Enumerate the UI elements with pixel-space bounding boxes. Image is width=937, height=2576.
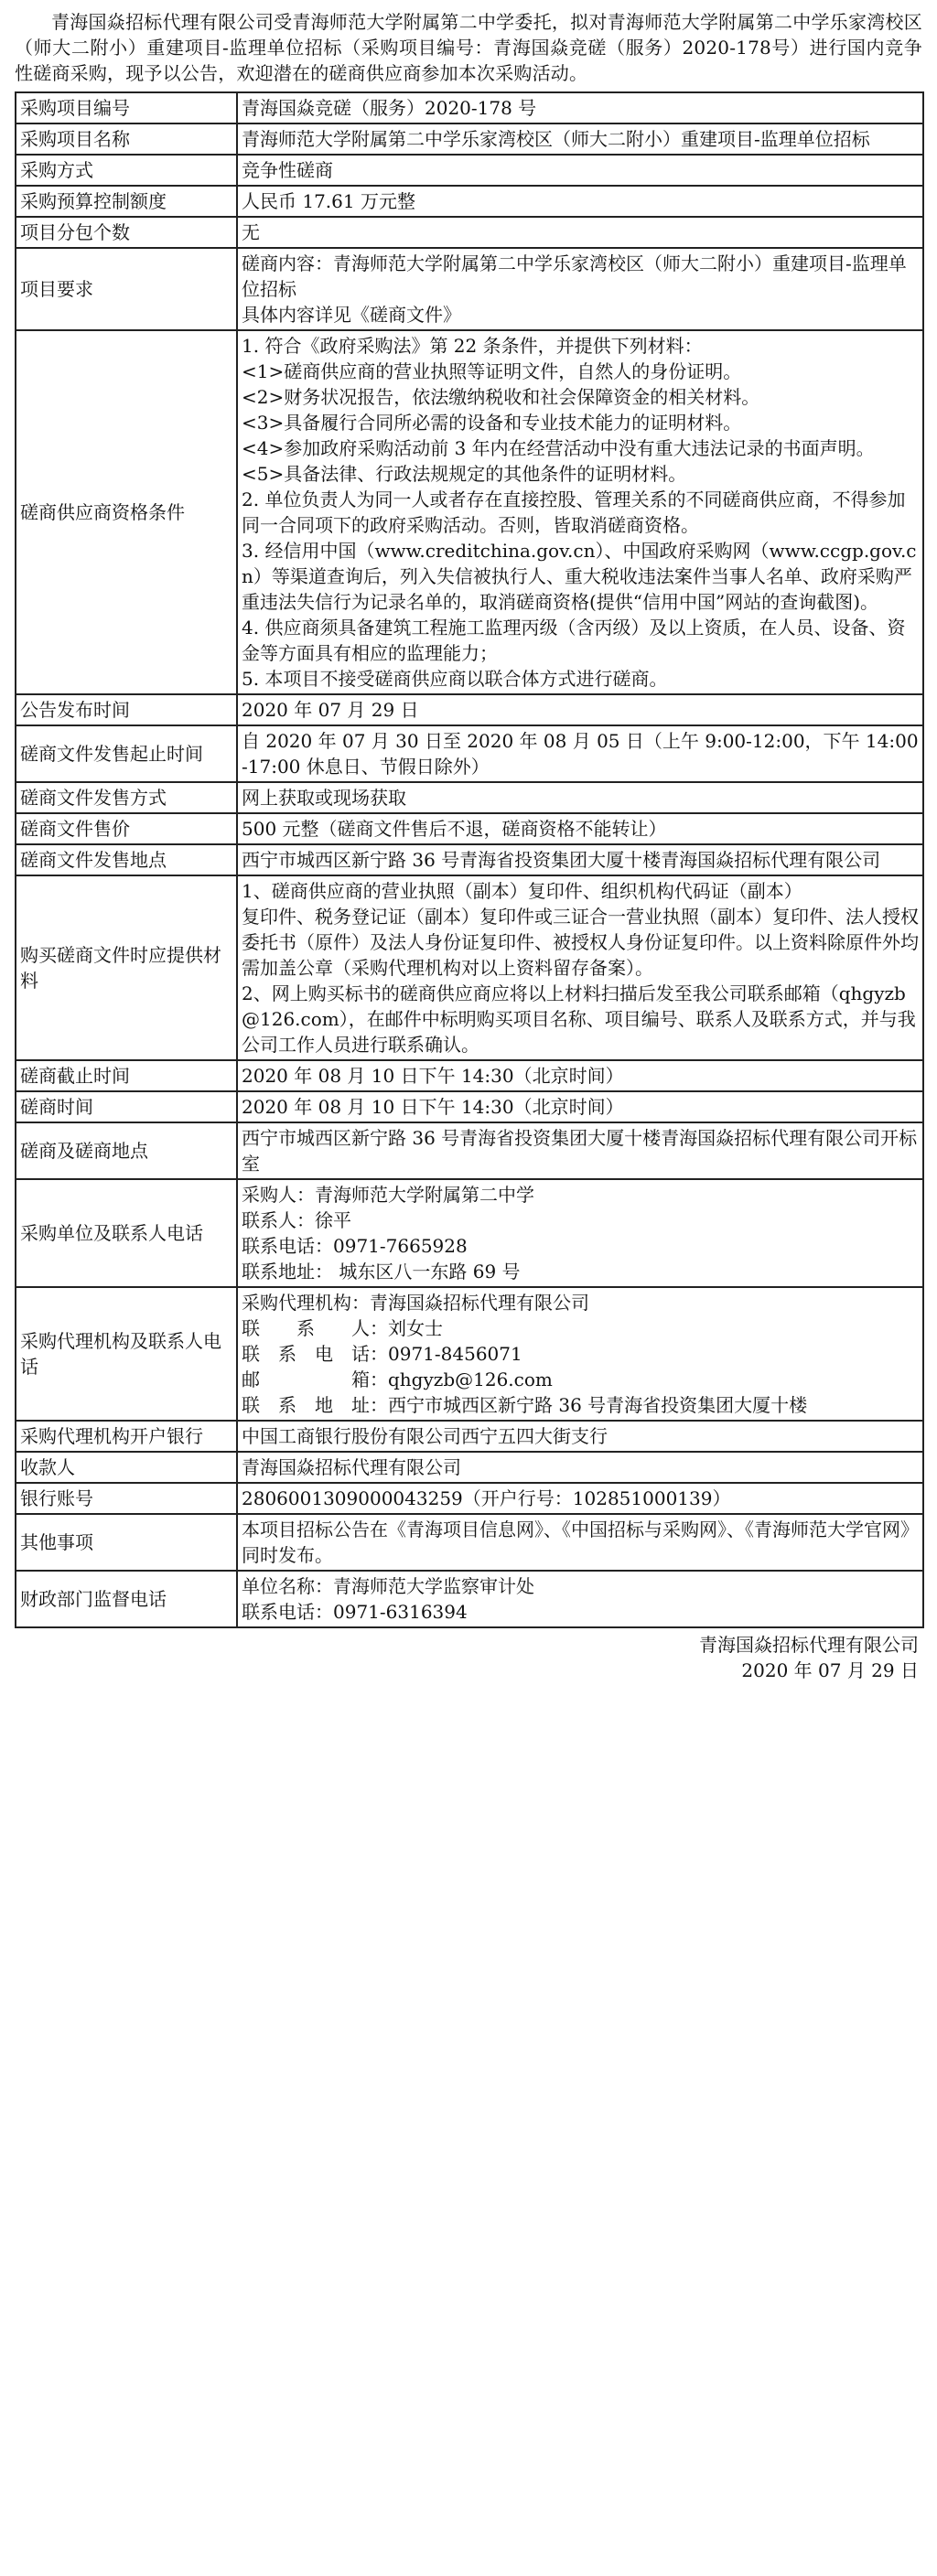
- table-row: [16, 1514, 923, 1571]
- row-value-line: <4>参加政府采购活动前 3 年内在经营活动中没有重大违法记录的书面声明。: [242, 437, 875, 459]
- table-row: [16, 1287, 923, 1421]
- row-value-line: 1. 符合《政府采购法》第 22 条条件，并提供下列材料：: [242, 335, 703, 357]
- row-label: 磋商文件发售地点: [16, 844, 237, 875]
- row-value-line: 500 元整（磋商文件售后不退，磋商资格不能转让）: [242, 818, 667, 840]
- row-label: 其他事项: [16, 1514, 237, 1571]
- row-value-line: 磋商内容：青海师范大学附属第二中学乐家湾校区（师大二附小）重建项目-监理单位招标: [242, 252, 907, 300]
- row-value-line: 复印件、税务登记证（副本）复印件或三证合一营业执照（副本）复印件、法人授权委托书（原件）及法人身份证复印件、被授权人身份证复印件。以上资料除原件外均需加盖公章（采购代理机构对以上资料留存备案）。: [242, 906, 919, 979]
- row-value-line: 西宁市城西区新宁路 36 号青海省投资集团大厦十楼青海国焱招标代理有限公司开标室: [242, 1127, 918, 1175]
- row-value: [237, 217, 923, 248]
- row-label: 收款人: [16, 1452, 237, 1483]
- table-row: [16, 1483, 923, 1514]
- row-value-line: 青海国焱招标代理有限公司: [242, 1456, 461, 1478]
- row-value: [237, 330, 923, 694]
- row-value-line: 2020 年 07 月 29 日: [242, 699, 419, 721]
- row-value-line: 联系电话：0971-6316394: [242, 1601, 468, 1623]
- footer-company: 青海国焱招标代理有限公司: [699, 1634, 919, 1656]
- row-label: 磋商文件发售方式: [16, 782, 237, 813]
- row-value-line: <5>具备法律、行政法规规定的其他条件的证明材料。: [242, 463, 687, 485]
- row-value-line: 联 系 电 话：0971-8456071: [242, 1343, 522, 1365]
- row-value-line: <1>磋商供应商的营业执照等证明文件，自然人的身份证明。: [242, 360, 742, 382]
- row-value: [237, 1122, 923, 1179]
- table-row: [16, 1091, 923, 1122]
- row-value-line: 联系电话：0971-7665928: [242, 1235, 468, 1257]
- row-label: 磋商截止时间: [16, 1060, 237, 1091]
- row-label: 磋商供应商资格条件: [16, 330, 237, 694]
- row-value-line: 网上获取或现场获取: [242, 787, 406, 809]
- row-value-line: 2020 年 08 月 10 日下午 14:30（北京时间）: [242, 1065, 624, 1087]
- row-value-line: 1、磋商供应商的营业执照（副本）复印件、组织机构代码证（副本）: [242, 880, 802, 902]
- row-value-line: 西宁市城西区新宁路 36 号青海省投资集团大厦十楼青海国焱招标代理有限公司: [242, 849, 881, 871]
- row-value: [237, 186, 923, 217]
- row-value-line: 5. 本项目不接受磋商供应商以联合体方式进行磋商。: [242, 668, 668, 690]
- table-row: [16, 248, 923, 330]
- table-row: [16, 330, 923, 694]
- row-value: [237, 248, 923, 330]
- row-label: 磋商及磋商地点: [16, 1122, 237, 1179]
- row-value-line: 2. 单位负责人为同一人或者存在直接控股、管理关系的不同磋商供应商，不得参加同一合同项下的政府采购活动。否则，皆取消磋商资格。: [242, 488, 906, 536]
- row-value-line: 联系地址： 城东区八一东路 69 号: [242, 1261, 521, 1283]
- row-label: 磋商文件售价: [16, 813, 237, 844]
- row-label: 磋商时间: [16, 1091, 237, 1122]
- intro-paragraph: 青海国焱招标代理有限公司受青海师范大学附属第二中学委托，拟对青海师范大学附属第二中学乐家湾校区（师大二附小）重建项目-监理单位招标（采购项目编号：青海国焱竞磋（服务）2020-178号）进行国内竞争性磋商采购，现予以公告，欢迎潜在的磋商供应商参加本次采购活动。: [15, 11, 922, 84]
- row-value-line: 4. 供应商须具备建筑工程施工监理丙级（含丙级）及以上资质，在人员、设备、资金等方面具有相应的监理能力；: [242, 617, 906, 664]
- table-row: [16, 1122, 923, 1179]
- row-value-line: 联 系 人：刘女士: [242, 1317, 443, 1339]
- row-value-line: 采购代理机构：青海国焱招标代理有限公司: [242, 1292, 589, 1314]
- row-value-line: 2806001309000043259（开户行号：102851000139）: [242, 1487, 731, 1509]
- row-value-line: 联 系 地 址：西宁市城西区新宁路 36 号青海省投资集团大厦十楼: [242, 1394, 808, 1416]
- row-value: [237, 1514, 923, 1571]
- table-row: [16, 186, 923, 217]
- row-value-line: 联系人：徐平: [242, 1209, 351, 1231]
- row-label: 采购代理机构及联系人电话: [16, 1287, 237, 1421]
- row-value: [237, 1452, 923, 1483]
- row-value-line: 人民币 17.61 万元整: [242, 190, 415, 212]
- row-label: 磋商文件发售起止时间: [16, 725, 237, 782]
- row-value: [237, 1179, 923, 1287]
- row-value-line: <3>具备履行合同所必需的设备和专业技术能力的证明材料。: [242, 412, 742, 434]
- row-label: 采购代理机构开户银行: [16, 1421, 237, 1452]
- row-label: 项目分包个数: [16, 217, 237, 248]
- table-row: [16, 123, 923, 155]
- row-label: 财政部门监督电话: [16, 1571, 237, 1627]
- row-value: [237, 875, 923, 1060]
- row-label: 采购预算控制额度: [16, 186, 237, 217]
- row-value: [237, 155, 923, 186]
- table-row: [16, 217, 923, 248]
- table-row: [16, 1060, 923, 1091]
- row-value-line: 采购人：青海师范大学附属第二中学: [242, 1184, 534, 1206]
- table-row: [16, 1571, 923, 1627]
- table-row: [16, 1452, 923, 1483]
- row-label: 采购项目名称: [16, 123, 237, 155]
- row-value-line: 单位名称：青海师范大学监察审计处: [242, 1575, 534, 1597]
- table-row: [16, 155, 923, 186]
- row-label: 购买磋商文件时应提供材料: [16, 875, 237, 1060]
- row-value-line: 青海师范大学附属第二中学乐家湾校区（师大二附小）重建项目-监理单位招标: [242, 128, 870, 150]
- row-value-line: 中国工商银行股份有限公司西宁五四大街支行: [242, 1425, 608, 1447]
- notice-table: [15, 91, 924, 1628]
- row-value-line: 竞争性磋商: [242, 159, 333, 181]
- table-row: [16, 1421, 923, 1452]
- table-row: [16, 1179, 923, 1287]
- row-value-line: 具体内容详见《磋商文件》: [242, 304, 461, 326]
- row-value: [237, 1060, 923, 1091]
- footer-date: 2020 年 07 月 29 日: [741, 1659, 919, 1681]
- row-value-line: 2020 年 08 月 10 日下午 14:30（北京时间）: [242, 1096, 624, 1118]
- row-value-line: 自 2020 年 07 月 30 日至 2020 年 08 月 05 日（上午 9:00-12:00，下午 14:00-17:00 休息日、节假日除外）: [242, 730, 919, 778]
- table-row: [16, 844, 923, 875]
- row-value-line: <2>财务状况报告，依法缴纳税收和社会保障资金的相关材料。: [242, 386, 760, 408]
- row-value: [237, 123, 923, 155]
- row-value: [237, 844, 923, 875]
- row-value-line: 无: [242, 221, 260, 243]
- row-value: [237, 1287, 923, 1421]
- row-value-line: 3. 经信用中国（www.creditchina.gov.cn）、中国政府采购网（www.ccgp.gov.cn）等渠道查询后，列入失信被执行人、重大税收违法案件当事人名单、政府采购严重违法失信行为记录名单的，取消磋商资格(提供“信用中国”网站的查询截图)。: [242, 540, 917, 613]
- table-row: [16, 725, 923, 782]
- row-label: 采购方式: [16, 155, 237, 186]
- row-label: 项目要求: [16, 248, 237, 330]
- notice-table-body: [16, 92, 923, 1627]
- row-value: [237, 1091, 923, 1122]
- table-row: [16, 782, 923, 813]
- table-row: [16, 694, 923, 725]
- row-value: [237, 694, 923, 725]
- footer: [15, 1632, 922, 1683]
- row-value-line: 本项目招标公告在《青海项目信息网》、《中国招标与采购网》、《青海师范大学官网》同时发布。: [242, 1519, 919, 1566]
- row-label: 公告发布时间: [16, 694, 237, 725]
- row-value: [237, 1421, 923, 1452]
- row-value-line: 青海国焱竞磋（服务）2020-178 号: [242, 97, 537, 119]
- row-label: 采购项目编号: [16, 92, 237, 123]
- table-row: [16, 813, 923, 844]
- table-row: [16, 92, 923, 123]
- row-value: [237, 725, 923, 782]
- table-row: [16, 875, 923, 1060]
- row-label: 银行账号: [16, 1483, 237, 1514]
- row-value: [237, 1571, 923, 1627]
- row-label: 采购单位及联系人电话: [16, 1179, 237, 1287]
- row-value: [237, 1483, 923, 1514]
- row-value: [237, 92, 923, 123]
- row-value: [237, 813, 923, 844]
- row-value-line: 2、网上购买标书的磋商供应商应将以上材料扫描后发至我公司联系邮箱（qhgyzb@126.com），在邮件中标明购买项目名称、项目编号、联系人及联系方式，并与我公司工作人员进行联系确认。: [242, 982, 916, 1056]
- row-value-line: 邮 箱：qhgyzb@126.com: [242, 1368, 553, 1390]
- row-value: [237, 782, 923, 813]
